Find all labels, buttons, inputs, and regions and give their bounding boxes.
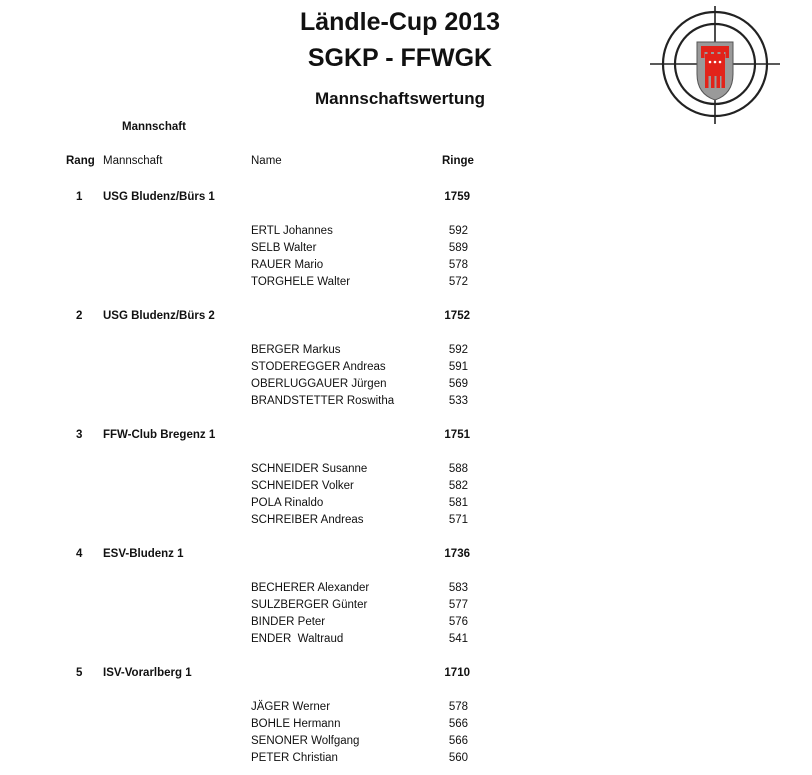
member-name: SELB Walter bbox=[251, 242, 317, 254]
member-name: BRANDSTETTER Roswitha bbox=[251, 395, 395, 407]
member-name: JÄGER Werner bbox=[251, 701, 331, 713]
member-name: BINDER Peter bbox=[251, 616, 326, 628]
team-total-score: 1751 bbox=[444, 429, 470, 441]
member-score: 566 bbox=[448, 735, 468, 747]
member-score: 541 bbox=[448, 633, 468, 645]
member-name: RAUER Mario bbox=[251, 259, 324, 271]
team-total-score: 1710 bbox=[444, 667, 470, 679]
member-score: 583 bbox=[448, 582, 468, 594]
member-score: 576 bbox=[448, 616, 468, 628]
team-rank: 5 bbox=[76, 667, 83, 679]
team-name: ESV-Bludenz 1 bbox=[103, 548, 184, 560]
member-score: 581 bbox=[448, 497, 468, 509]
member-name: ERTL Johannes bbox=[251, 225, 333, 237]
team-rank: 2 bbox=[76, 310, 83, 322]
member-name: BOHLE Hermann bbox=[251, 718, 341, 730]
team-name: USG Bludenz/Bürs 2 bbox=[103, 310, 215, 322]
member-name: BERGER Markus bbox=[251, 344, 341, 356]
section-label: Mannschaft bbox=[122, 121, 186, 133]
member-name: PETER Christian bbox=[251, 752, 338, 764]
member-score: 588 bbox=[448, 463, 468, 475]
member-score: 577 bbox=[448, 599, 468, 611]
member-score: 533 bbox=[448, 395, 468, 407]
member-name: BECHERER Alexander bbox=[251, 582, 370, 594]
member-score: 589 bbox=[448, 242, 468, 254]
team-total-score: 1752 bbox=[444, 310, 470, 322]
member-score: 571 bbox=[448, 514, 468, 526]
page-heading: Mannschaftswertung bbox=[314, 89, 486, 108]
team-total-score: 1736 bbox=[444, 548, 470, 560]
team-name: USG Bludenz/Bürs 1 bbox=[103, 191, 215, 203]
column-header-mannschaft: Mannschaft bbox=[103, 155, 163, 167]
team-name: ISV-Vorarlberg 1 bbox=[103, 667, 192, 679]
member-score: 582 bbox=[448, 480, 468, 492]
member-name: SCHNEIDER Susanne bbox=[251, 463, 368, 475]
column-header-name: Name bbox=[251, 155, 282, 167]
member-score: 592 bbox=[448, 344, 468, 356]
page-title: Ländle-Cup 2013 bbox=[299, 8, 501, 36]
team-name: FFW-Club Bregenz 1 bbox=[103, 429, 216, 441]
member-name: SENONER Wolfgang bbox=[251, 735, 360, 747]
team-rank: 1 bbox=[76, 191, 83, 203]
page-subtitle: SGKP - FFWGK bbox=[307, 44, 493, 72]
member-name: TORGHELE Walter bbox=[251, 276, 351, 288]
member-score: 572 bbox=[448, 276, 468, 288]
member-name: OBERLUGGAUER Jürgen bbox=[251, 378, 387, 390]
team-total-score: 1759 bbox=[444, 191, 470, 203]
column-header-ringe: Ringe bbox=[442, 155, 474, 167]
member-score: 578 bbox=[448, 701, 468, 713]
member-name: SULZBERGER Günter bbox=[251, 599, 368, 611]
member-name: ENDER Waltraud bbox=[251, 633, 344, 645]
member-name: POLA Rinaldo bbox=[251, 497, 324, 509]
target-crosshair-vorarlberg-shield-icon bbox=[650, 2, 780, 124]
member-name: SCHNEIDER Volker bbox=[251, 480, 354, 492]
member-score: 578 bbox=[448, 259, 468, 271]
member-score: 566 bbox=[448, 718, 468, 730]
team-rank: 4 bbox=[76, 548, 83, 560]
team-rank: 3 bbox=[76, 429, 83, 441]
member-name: SCHREIBER Andreas bbox=[251, 514, 364, 526]
member-score: 592 bbox=[448, 225, 468, 237]
member-score: 560 bbox=[448, 752, 468, 764]
member-score: 569 bbox=[448, 378, 468, 390]
column-header-rang: Rang bbox=[66, 155, 95, 167]
member-score: 591 bbox=[448, 361, 468, 373]
member-name: STODEREGGER Andreas bbox=[251, 361, 386, 373]
